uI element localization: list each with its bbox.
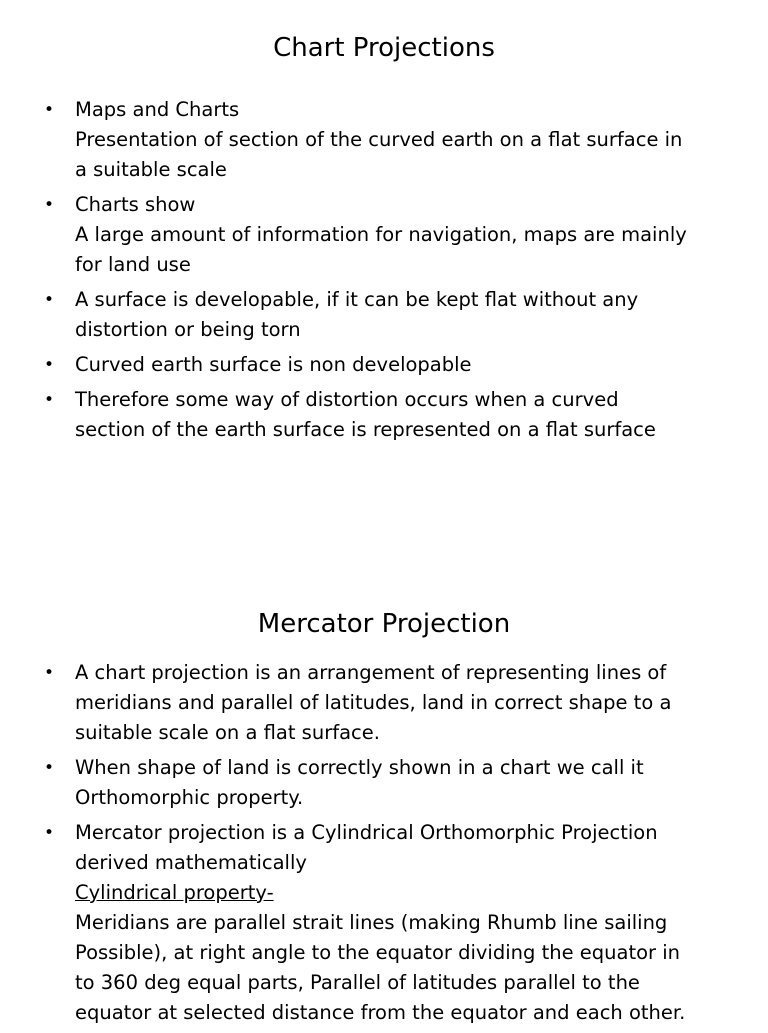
bullet-text: section of the earth surface is represented on a flat surface: [75, 418, 656, 441]
bullet-dot-icon: •: [44, 663, 55, 683]
bullet-list: [0, 658, 768, 1033]
bullet-item: [0, 350, 768, 380]
bullet-item: [0, 285, 768, 345]
bullet-item: [0, 95, 768, 185]
bullet-item: [0, 818, 768, 1028]
bullet-text: Orthomorphic property.: [75, 786, 304, 809]
bullet-text: Curved earth surface is non developable: [75, 353, 472, 376]
bullet-text: a suitable scale: [75, 158, 227, 181]
bullet-text: Therefore some way of distortion occurs when a curved: [75, 388, 619, 411]
bullet-text: Meridians are parallel strait lines (making Rhumb line sailing: [75, 911, 668, 934]
bullet-list: [0, 95, 768, 450]
bullet-item: [0, 658, 768, 748]
bullet-dot-icon: •: [44, 290, 55, 310]
bullet-text: Possible), at right angle to the equator dividing the equator in: [75, 941, 681, 964]
bullet-dot-icon: •: [44, 355, 55, 375]
bullet-text: distortion or being torn: [75, 318, 301, 341]
bullet-text: A large amount of information for navigation, maps are mainly: [75, 223, 687, 246]
bullet-text: Presentation of section of the curved earth on a flat surface in: [75, 128, 683, 151]
bullet-dot-icon: •: [44, 390, 55, 410]
bullet-text: derived mathematically: [75, 851, 307, 874]
slide-mercator-projection: [0, 580, 768, 1024]
bullet-item: [0, 385, 768, 445]
bullet-dot-icon: •: [44, 100, 55, 120]
bullet-text: Charts show: [75, 193, 196, 216]
bullet-text: to 360 deg equal parts, Parallel of latitudes parallel to the: [75, 971, 640, 994]
bullet-text: equator at selected distance from the equator and each other.: [75, 1001, 686, 1024]
bullet-dot-icon: •: [44, 195, 55, 215]
bullet-item: [0, 190, 768, 280]
bullet-text: When shape of land is correctly shown in a chart we call it: [75, 756, 644, 779]
bullet-text: A chart projection is an arrangement of representing lines of: [75, 661, 667, 684]
subheading-cylindrical-property: Cylindrical property-: [75, 881, 274, 904]
bullet-text: for land use: [75, 253, 191, 276]
bullet-text: suitable scale on a flat surface.: [75, 721, 380, 744]
bullet-dot-icon: •: [44, 823, 55, 843]
bullet-text: meridians and parallel of latitudes, land in correct shape to a: [75, 691, 672, 714]
bullet-item: [0, 753, 768, 813]
bullet-text: A surface is developable, if it can be kept flat without any: [75, 288, 639, 311]
bullet-text: Mercator projection is a Cylindrical Orthomorphic Projection: [75, 821, 658, 844]
slide-title: Mercator Projection: [257, 609, 511, 639]
slide-title: Chart Projections: [273, 33, 495, 63]
bullet-text: Maps and Charts: [75, 98, 240, 121]
bullet-dot-icon: •: [44, 758, 55, 778]
